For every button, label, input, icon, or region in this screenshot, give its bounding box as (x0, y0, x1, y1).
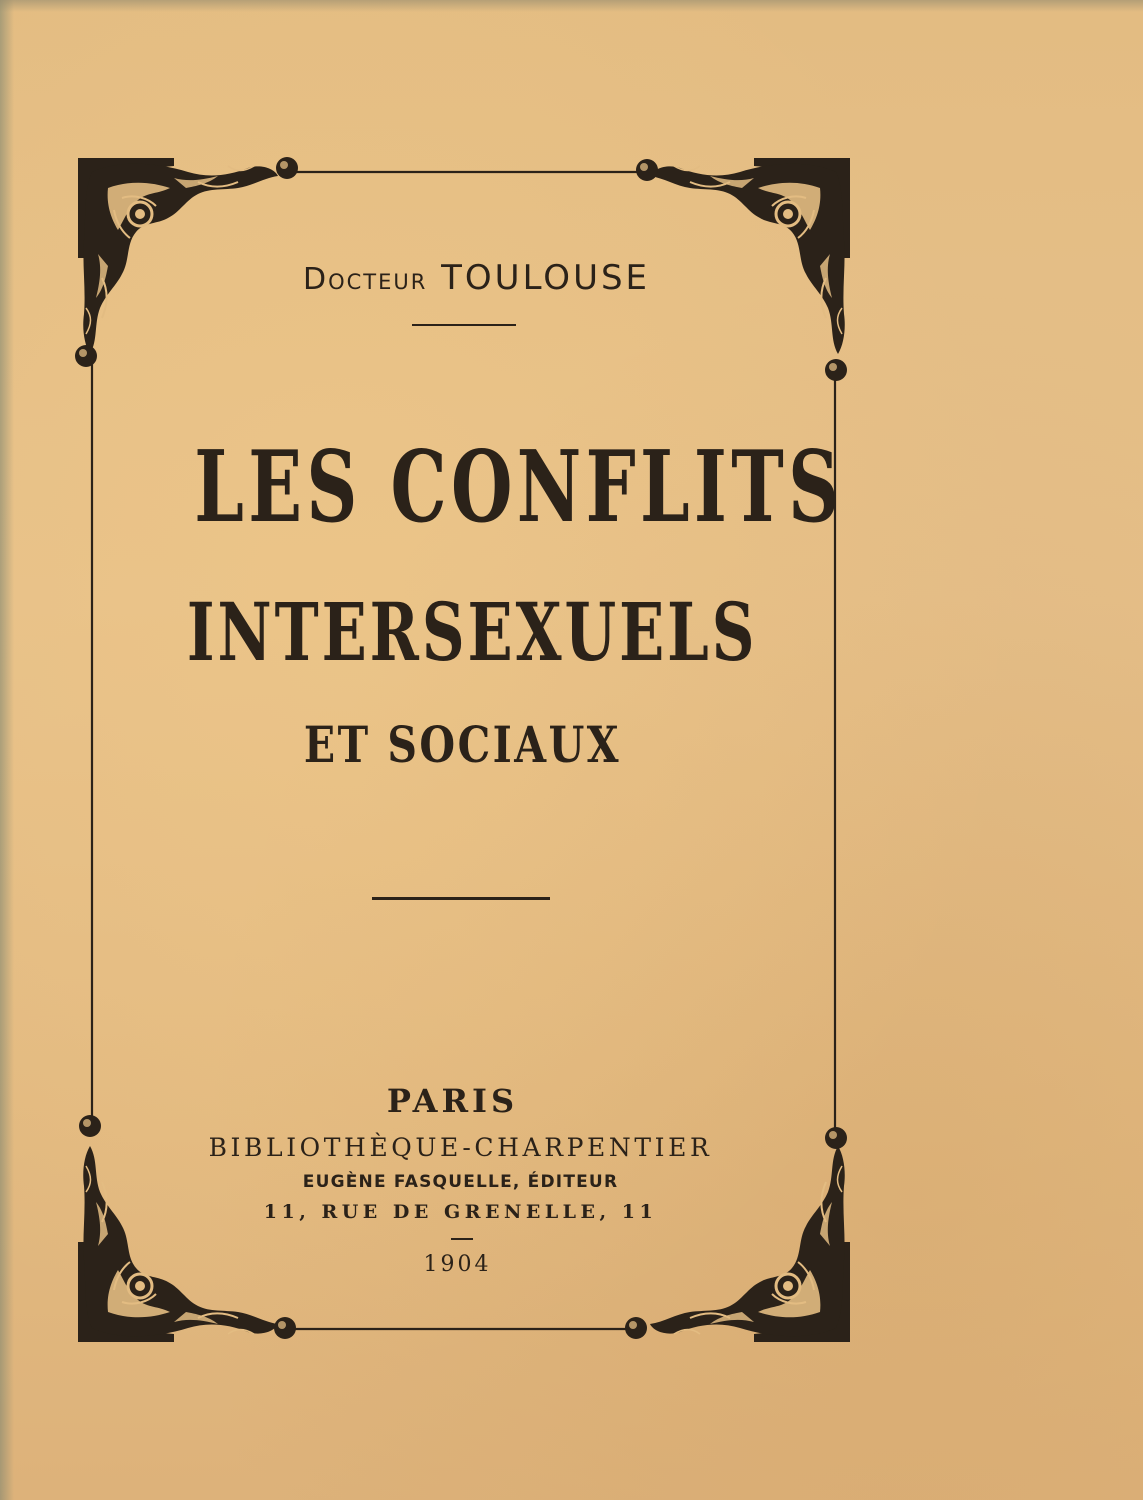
author-name: TOULOUSE (441, 258, 651, 298)
editor-name: EUGÈNE FASQUELLE, ÉDITEUR (302, 1172, 619, 1192)
author-prefix: Docteur (302, 262, 428, 297)
corner-ornament-top-right (650, 158, 850, 354)
publication-year: 1904 (423, 1252, 492, 1277)
publication-city: PARIS (386, 1082, 519, 1120)
year-divider (451, 1238, 473, 1240)
ball-finial (825, 359, 847, 381)
publisher-name: BIBLIOTHÈQUE-CHARPENTIER (208, 1133, 713, 1162)
title-line-3: ET SOCIAUX (303, 715, 622, 774)
title-divider (372, 897, 550, 900)
ball-finial (75, 345, 97, 367)
ball-finial (276, 157, 298, 179)
author-divider (412, 324, 516, 326)
title-line-1: LES CONFLITS (194, 430, 844, 545)
corner-ornament-top-left (78, 158, 278, 354)
publisher-address: 11, RUE DE GRENELLE, 11 (263, 1201, 658, 1223)
ball-finial (636, 159, 658, 181)
author-line (104, 258, 849, 298)
ball-finial (625, 1317, 647, 1339)
ball-finial (274, 1317, 296, 1339)
title-line-2: INTERSEXUELS (186, 585, 758, 679)
